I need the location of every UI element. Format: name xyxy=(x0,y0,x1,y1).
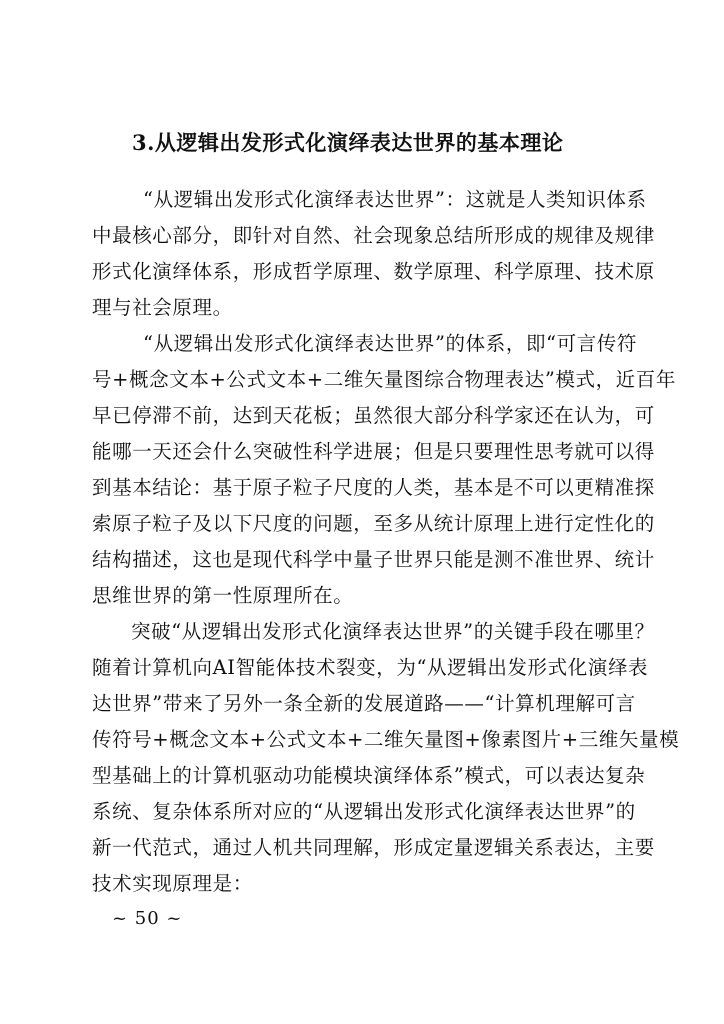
paragraph-3-line-3: 达世界”带来了另外一条全新的发展道路——“计算机理解可言 xyxy=(92,692,636,715)
paragraph-2-line-4: 能哪一天还会什么突破性科学进展；但是只要理性思考就可以得 xyxy=(92,440,655,463)
paragraph-3-line-2: 随着计算机向AI智能体技术裂变，为“从逻辑出发形式化演绎表 xyxy=(92,656,649,679)
paragraph-2-line-1: “从逻辑出发形式化演绎表达世界”的体系，即“可言传符 xyxy=(143,332,638,355)
paragraph-1-line-4: 理与社会原理。 xyxy=(92,296,233,319)
paragraph-2-line-6: 索原子粒子及以下尺度的问题，至多从统计原理上进行定性化的 xyxy=(92,512,655,535)
paragraph-3-line-4: 传符号+概念文本+公式文本+二维矢量图+像素图片+三维矢量模 xyxy=(92,728,680,751)
page-number: ~ 50 ~ xyxy=(112,908,183,929)
paragraph-1-line-3: 形式化演绎体系，形成哲学原理、数学原理、科学原理、技术原 xyxy=(92,260,655,283)
paragraph-3-line-7: 新一代范式，通过人机共同理解，形成定量逻辑关系表达，主要 xyxy=(92,836,655,859)
paragraph-2-line-5: 到基本结论：基于原子粒子尺度的人类，基本是不可以更精准探 xyxy=(92,476,655,499)
paragraph-3-line-5: 型基础上的计算机驱动功能模块演绎体系”模式，可以表达复杂 xyxy=(92,764,646,787)
paragraph-1-line-2: 中最核心部分，即针对自然、社会现象总结所形成的规律及规律 xyxy=(92,224,655,247)
paragraph-2-line-3: 早已停滞不前，达到天花板；虽然很大部分科学家还在认为，可 xyxy=(92,404,655,427)
paragraph-2-line-7: 结构描述，这也是现代科学中量子世界只能是测不准世界、统计 xyxy=(92,548,655,571)
paragraph-3-line-1: 突破“从逻辑出发形式化演绎表达世界”的关键手段在哪里？ xyxy=(131,620,655,643)
paragraph-1-line-1: “从逻辑出发形式化演绎表达世界”：这就是人类知识体系 xyxy=(143,188,647,211)
section-heading: 3.从逻辑出发形式化演绎表达世界的基本理论 xyxy=(132,130,564,155)
paragraph-2-line-2: 号+概念文本+公式文本+二维矢量图综合物理表达”模式，近百年 xyxy=(92,368,676,391)
paragraph-3-line-8: 技术实现原理是： xyxy=(92,872,253,895)
paragraph-2-line-8: 思维世界的第一性原理所在。 xyxy=(92,584,354,607)
paragraph-3-line-6: 系统、复杂体系所对应的“从逻辑出发形式化演绎表达世界”的 xyxy=(92,800,636,823)
